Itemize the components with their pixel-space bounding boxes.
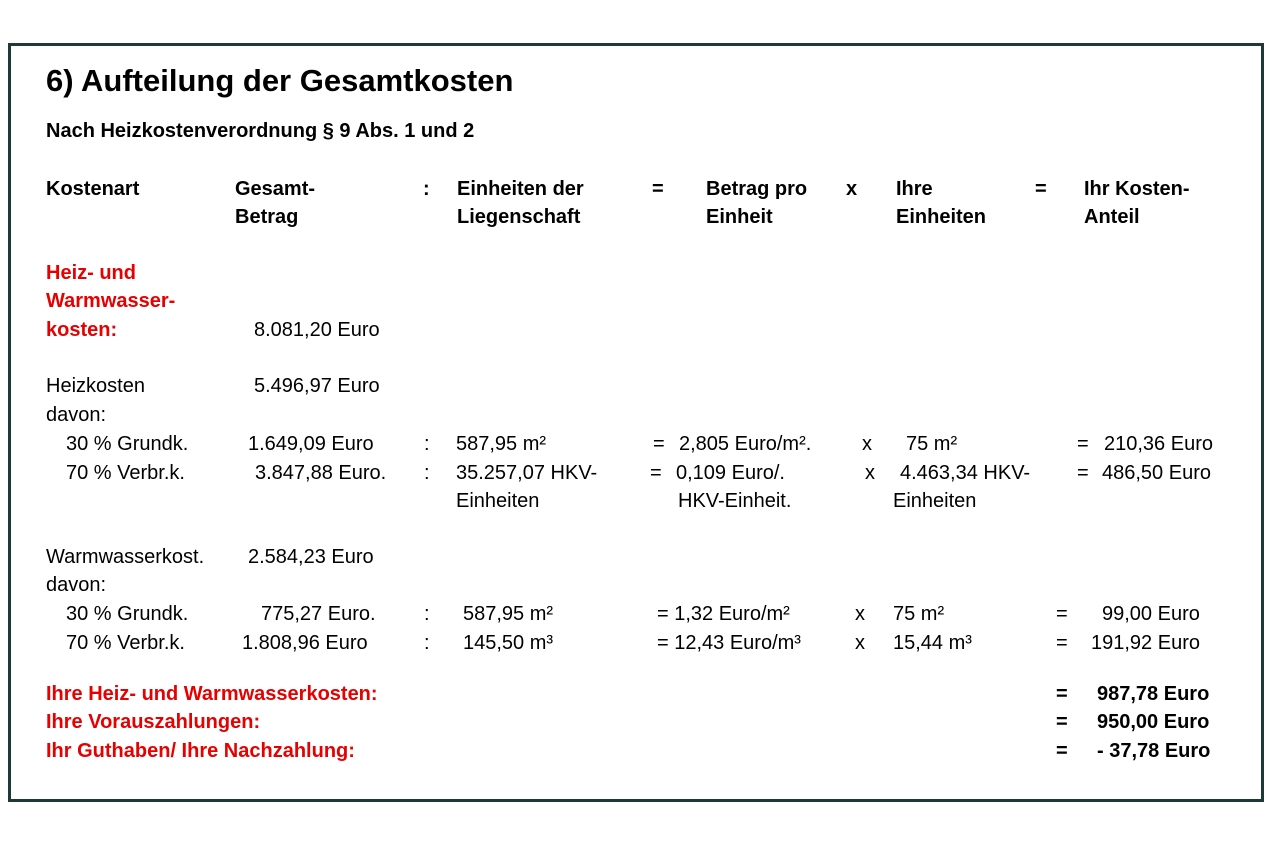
header-betrag-line1: Betrag pro [706, 178, 808, 200]
water-row2-type: 70 % Verbr.k. [66, 632, 185, 654]
water-davon: davon: [46, 574, 107, 596]
water-amount: 2.584,23 Euro [248, 546, 374, 568]
header-op-times: x [846, 178, 858, 200]
heating-row1-share: 210,36 Euro [1104, 433, 1213, 455]
heating-row2-eq: = [650, 462, 662, 484]
heating-row2-x: x [865, 462, 875, 484]
water-row1-x: x [855, 603, 865, 625]
heating-row1-type: 30 % Grundk. [66, 433, 189, 455]
heating-row2-per-unit-line2: HKV-Einheit. [678, 490, 792, 512]
heating-row1-eq2: = [1077, 433, 1089, 455]
water-row1-share: 99,00 Euro [1102, 603, 1200, 625]
water-label: Warmwasserkost. [46, 546, 205, 568]
heating-row1-amount: 1.649,09 Euro [248, 433, 374, 455]
heating-row2-colon: : [424, 462, 430, 484]
heating-row1-your-units: 75 m² [906, 433, 958, 455]
water-row2-eq2: = [1056, 632, 1068, 654]
water-row1-eq2: = [1056, 603, 1068, 625]
heating-row2-share: 486,50 Euro [1102, 462, 1211, 484]
summary-balance-value: - 37,78 Euro [1097, 740, 1211, 762]
heating-row1-eq: = [653, 433, 665, 455]
header-op-divide: : [423, 178, 430, 200]
header-kostenart: Kostenart [46, 178, 140, 200]
header-ihre-line2: Einheiten [896, 206, 987, 228]
header-gesamt-line2: Betrag [235, 206, 299, 228]
summary-costs-value: 987,78 Euro [1097, 683, 1210, 705]
header-ihre-line1: Ihre [896, 178, 933, 200]
summary-prepayments-label: Ihre Vorauszahlungen: [46, 711, 261, 733]
heating-davon: davon: [46, 404, 107, 426]
header-einheiten-line1: Einheiten der [457, 178, 584, 200]
page-subtitle: Nach Heizkostenverordnung § 9 Abs. 1 und 2 [46, 120, 475, 142]
water-row1-your-units: 75 m² [893, 603, 945, 625]
heating-amount: 5.496,97 Euro [254, 375, 380, 397]
water-row2-x: x [855, 632, 865, 654]
header-anteil-line1: Ihr Kosten- [1084, 178, 1190, 200]
water-row2-per-unit: = 12,43 Euro/m³ [657, 632, 801, 654]
heating-row1-colon: : [424, 433, 430, 455]
heating-row2-eq2: = [1077, 462, 1089, 484]
page-title: 6) Aufteilung der Gesamtkosten [46, 63, 514, 98]
water-row1-units: 587,95 m² [463, 603, 554, 625]
summary-balance-eq: = [1056, 740, 1068, 762]
water-row2-amount: 1.808,96 Euro [242, 632, 368, 654]
water-row1-per-unit: = 1,32 Euro/m² [657, 603, 790, 625]
heating-row2-your-units-line1: 4.463,34 HKV- [900, 462, 1031, 484]
summary-prepayments-value: 950,00 Euro [1097, 711, 1210, 733]
heating-row1-per-unit: 2,805 Euro/m². [679, 433, 812, 455]
summary-balance-label: Ihr Guthaben/ Ihre Nachzahlung: [46, 740, 355, 762]
header-gesamt-line1: Gesamt- [235, 178, 316, 200]
heating-row1-x: x [862, 433, 872, 455]
water-row2-your-units: 15,44 m³ [893, 632, 972, 654]
water-row2-units: 145,50 m³ [463, 632, 554, 654]
heating-label: Heizkosten [46, 375, 145, 397]
header-op-equals-2: = [1035, 178, 1047, 200]
heating-row2-your-units-line2: Einheiten [893, 490, 977, 512]
header-betrag-line2: Einheit [706, 206, 773, 228]
heating-row2-per-unit-line1: 0,109 Euro/. [676, 462, 785, 484]
heating-row2-units-line2: Einheiten [456, 490, 540, 512]
header-op-equals: = [652, 178, 664, 200]
summary-prepayments-eq: = [1056, 711, 1068, 733]
summary-costs-label: Ihre Heiz- und Warmwasserkosten: [46, 683, 378, 705]
water-row2-colon: : [424, 632, 430, 654]
heating-row1-units: 587,95 m² [456, 433, 547, 455]
heating-row2-type: 70 % Verbr.k. [66, 462, 185, 484]
water-row2-share: 191,92 Euro [1091, 632, 1200, 654]
total-label-line1: Heiz- und [46, 262, 136, 284]
header-anteil-line2: Anteil [1084, 206, 1140, 228]
header-einheiten-line2: Liegenschaft [457, 206, 581, 228]
water-row1-type: 30 % Grundk. [66, 603, 189, 625]
water-row1-amount: 775,27 Euro. [261, 603, 376, 625]
total-label-line3: kosten: [46, 319, 118, 341]
water-row1-colon: : [424, 603, 430, 625]
total-label-line2: Warmwasser- [46, 290, 176, 312]
heating-row2-units-line1: 35.257,07 HKV- [456, 462, 598, 484]
total-amount: 8.081,20 Euro [254, 319, 380, 341]
summary-costs-eq: = [1056, 683, 1068, 705]
heating-row2-amount: 3.847,88 Euro. [255, 462, 387, 484]
